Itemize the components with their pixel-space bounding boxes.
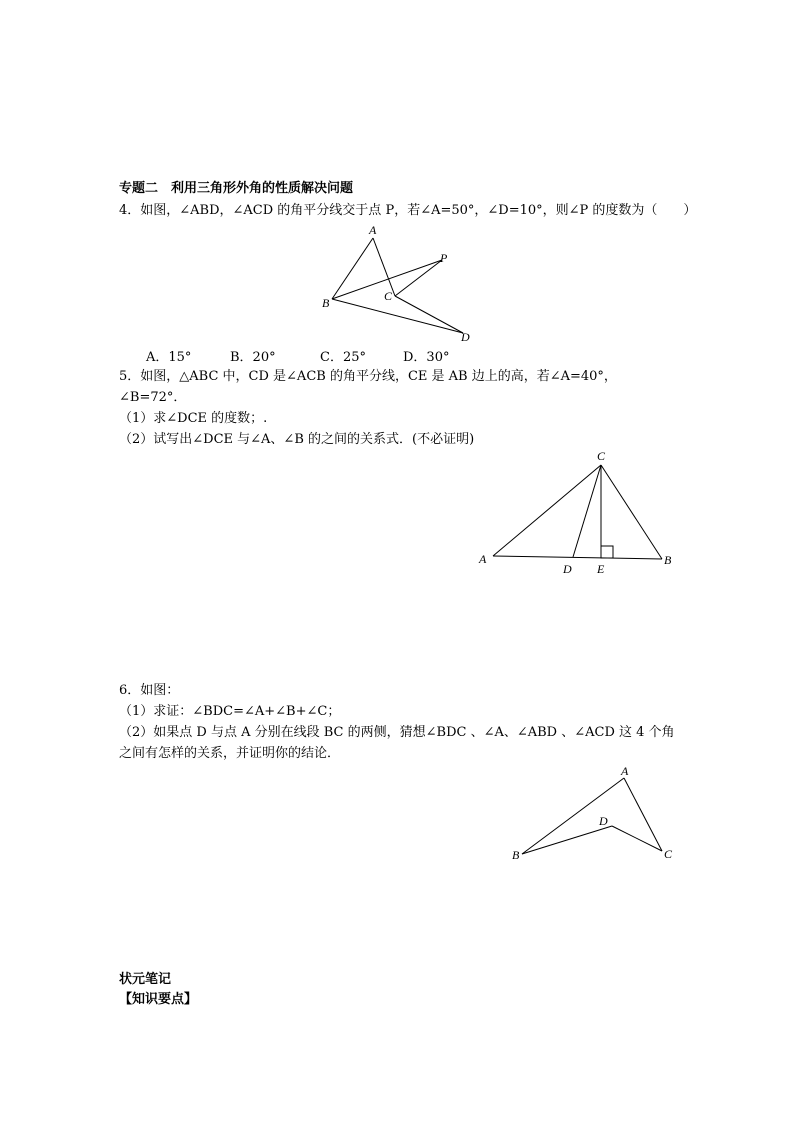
q5-label-c: C (597, 449, 606, 463)
section-title: 专题二 利用三角形外角的性质解决问题 (119, 181, 354, 196)
q6-label-b: B (512, 848, 520, 862)
q5-label-b: B (664, 553, 672, 567)
q5-label-e: E (597, 562, 605, 576)
q4-label-a: A (369, 223, 377, 237)
q4-label-b: B (322, 296, 330, 310)
q6-segment-bd (522, 826, 612, 854)
q6-line1: 6．如图： (119, 683, 180, 698)
q5-label-d: D (563, 562, 572, 576)
q6-segment-dc (612, 826, 662, 851)
q5-label-a: A (479, 552, 487, 566)
q6-label-c: C (664, 847, 673, 861)
q4-option-a: A．15° (146, 350, 192, 365)
q6-segment-ac (624, 778, 662, 851)
q5-part2: （2）试写出∠DCE 与∠A、∠B 的之间的关系式．(不必证明) (119, 432, 475, 447)
q5-part1: （1）求∠DCE 的度数；. (119, 411, 268, 426)
q4-label-d: D (461, 330, 470, 344)
q5-line1: 5．如图，△ABC 中，CD 是∠ACB 的角平分线，CE 是 AB 边上的高，若∠A=40°， (119, 369, 617, 384)
q6-label-d: D (599, 814, 608, 828)
q5-line2: ∠B=72°． (119, 390, 187, 405)
q6-part2b: 之间有怎样的关系，并证明你的结论． (119, 746, 341, 761)
knowledge-title: 【知识要点】 (119, 992, 198, 1007)
q4-label-c: C (384, 289, 393, 303)
q6-part1: （1）求证：∠BDC=∠A+∠B+∠C； (119, 704, 341, 719)
notes-title: 状元笔记 (119, 972, 172, 987)
q4-option-b: B．20° (230, 350, 276, 365)
q6-part2a: （2）如果点 D 与点 A 分别在线段 BC 的两侧，猜想∠BDC 、∠A、∠ABD 、∠ACD 这 4 个角 (119, 725, 675, 740)
q4-stem: 4．如图，∠ABD，∠ACD 的角平分线交于点 P，若∠A=50°，∠D=10°，则∠P 的度数为（ ） (119, 203, 697, 218)
q4-label-p: P (440, 251, 448, 265)
q4-option-d: D．30° (403, 350, 450, 365)
q6-label-a: A (621, 764, 629, 778)
q4-option-c: C．25° (320, 350, 366, 365)
q6-segment-ba (522, 778, 624, 854)
